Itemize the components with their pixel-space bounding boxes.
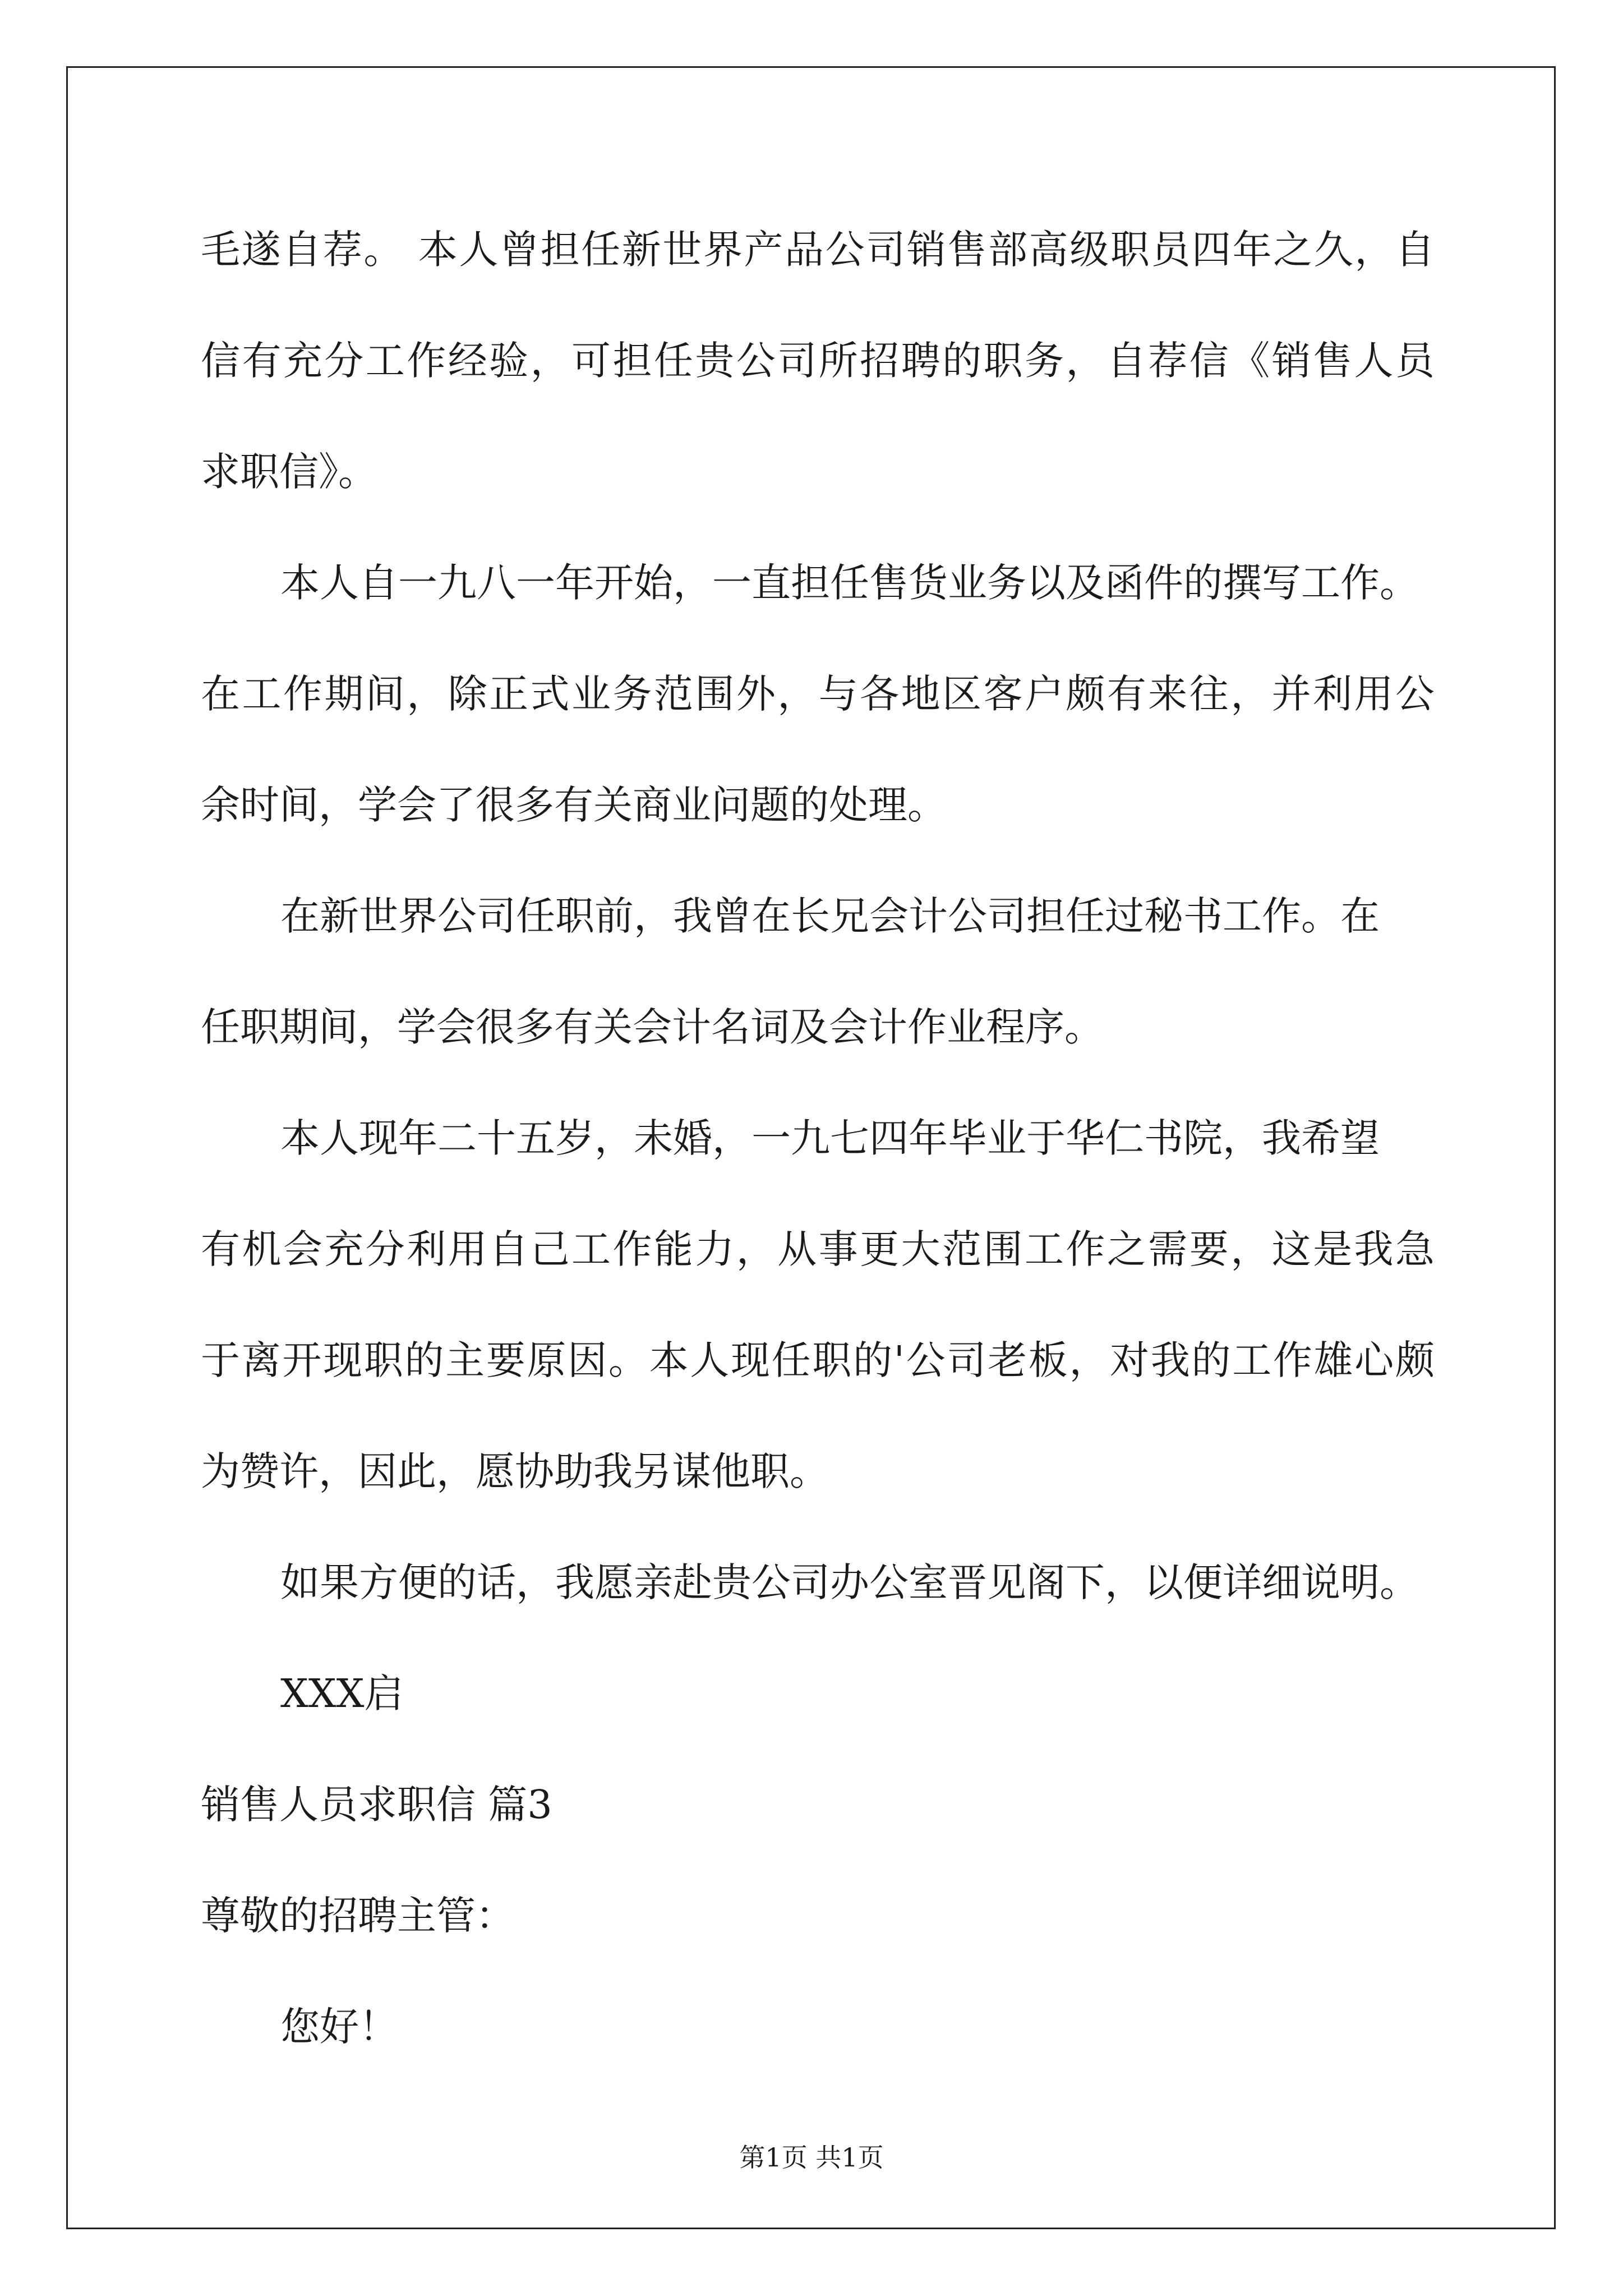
- paragraph-line: 于离开现职的主要原因。本人现任职的'公司老板，对我的工作雄心颇: [201, 1337, 1435, 1383]
- page-footer: 第1页 共1页: [739, 2142, 884, 2173]
- paragraph-line: 本人自一九八一年开始，一直担任售货业务以及函件的撰写工作。: [280, 560, 1419, 606]
- paragraph-line: 在工作期间，除正式业务范围外，与各地区客户颇有来往，并利用公: [201, 671, 1435, 717]
- paragraph-line: 在新世界公司任职前，我曾在长兄会计公司担任过秘书工作。在: [280, 893, 1380, 939]
- greeting: 您好！: [280, 2004, 398, 2050]
- paragraph-line: 有机会充分利用自己工作能力，从事更大范围工作之需要，这是我急: [201, 1226, 1435, 1272]
- paragraph-line: 本人现年二十五岁，未婚，一九七四年毕业于华仁书院，我希望: [280, 1115, 1380, 1161]
- salutation: 尊敬的招聘主管：: [201, 1893, 515, 1939]
- paragraph-line: 信有充分工作经验，可担任贵公司所招聘的职务，自荐信《销售人员: [201, 338, 1435, 384]
- paragraph-line: 毛遂自荐。 本人曾担任新世界产品公司销售部高级职员四年之久，自: [201, 227, 1435, 273]
- paragraph-line: 求职信》。: [201, 449, 377, 495]
- paragraph-line: 任职期间，学会很多有关会计名词及会计作业程序。: [201, 1004, 1104, 1050]
- section-title: 销售人员求职信 篇3: [201, 1782, 552, 1828]
- paragraph-line: 为赞许，因此，愿协助我另谋他职。: [201, 1448, 829, 1494]
- paragraph-line: 余时间，学会了很多有关商业问题的处理。: [201, 782, 947, 828]
- signature: XXX启: [280, 1671, 404, 1717]
- paragraph-line: 如果方便的话，我愿亲赴贵公司办公室晋见阁下，以便详细说明。: [280, 1559, 1419, 1605]
